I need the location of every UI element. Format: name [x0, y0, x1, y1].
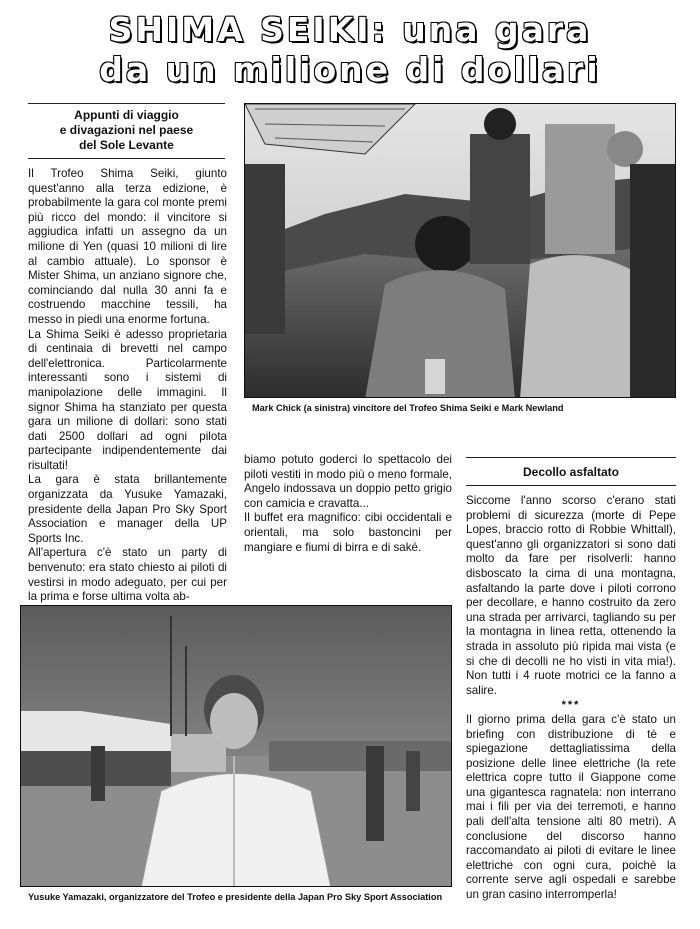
intro-paragraph: La gara è stata brillantemente organizzata da Yusuke Yamazaki, presidente della Japan Pro Sky Sport Association e manager della UP Sports Inc.	[28, 473, 227, 545]
photo-mark-chick	[244, 103, 676, 398]
intro-paragraph: Il Trofeo Shima Seiki, giunto quest'anno alla terza edizione, è probabilmente la gara col monte premi più ricco del mondo: il vincitore si aggiudica infatti un assegno da un milione di Yen (quasi 10 milioni di lire al cambio attuale). Lo sponsor è Mister Shima, un anziano signore che, cominciando dal nulla 30 anni fa e costruendo macchine tessili, ha messo in piedi una enorme fortuna.	[28, 167, 227, 326]
right-subhead: Decollo asfaltato	[522, 465, 620, 479]
middle-paragraph: biamo potuto goderci lo spettacolo dei piloti vestiti in modo più o meno formale, Angelo indossava un doppio petto grigio con camicia e cravatta...	[244, 453, 452, 510]
right-column	[466, 494, 676, 903]
intro-top-rule	[28, 103, 225, 104]
photo-mark-chick-caption: Mark Chick (a sinistra) vincitore del Trofeo Shima Seiki e Mark Newland	[252, 403, 564, 413]
right-top-rule	[466, 457, 676, 458]
photo-yusuke-yamazaki	[20, 605, 452, 887]
article-title-line-1: SHIMA SEIKI: una gara	[108, 10, 592, 49]
right-paragraph: Il giorno prima della gara c'è stato un briefing con distribuzione di tè e spiegazione dettagliatissima della posizione delle linee elettriche (la rete elettrica copre tutto il Giappone come una gigantesca ragnatela: non interrano mai i fili per via dei terremoti, e hanno pali dell'alta tensione alti 80 metri). A conclusione del discorso hanno raccomandato ai piloti di evitare le linee elettriche con ogni cura, poichè la corrente serve agli ospedali e sarebbe un gran casino interromperla!	[466, 712, 676, 902]
intro-paragraph: All'apertura c'è stato un party di benvenuto: era stato chiesto ai piloti di vestirsi in modo adeguato, per cui per la prima e forse ultima volta ab-	[28, 546, 227, 604]
intro-subhead-line-2: e divagazioni nel paese	[59, 123, 194, 137]
intro-subhead	[28, 108, 225, 153]
right-paragraph: Siccome l'anno scorso c'erano stati problemi di sicurezza (morte di Pepe Lopes, braccio rotto di Robbie Whittall), quest'anno gli organizzatori si sono dati molto da fare per risolverli: hanno disboscato la cima di una montagna, asfaltando la parte dove i piloti corrono per decollare, e hanno costruito da zero una strada per arrivarci, tagliando su per la montagna in linea retta, ottenendo la strada in assoluto più ripida mai vista (e si che di decolli ne ho visti in vita mia!). Non tutti i 4 ruote motrici ce la fanno a salire.	[466, 494, 676, 697]
right-bottom-rule	[466, 485, 676, 486]
photo-yusuke-yamazaki-image	[21, 606, 452, 887]
photo-mark-chick-image	[245, 104, 676, 398]
intro-paragraph: La Shima Seiki è adesso proprietaria di centinaia di brevetti nel campo dell'elettronica. Particolarmente interessanti sono i sistemi di manipolazione delle immagini. Il signor Shima ha stanziato per questa gara un milione di dollari: sono stati dati 2500 dollari ad ogni pilota partecipante indipendentemente dai risultati!	[28, 327, 227, 472]
intro-subhead-line-1: Appunti di viaggio	[74, 108, 179, 122]
middle-paragraph: Il buffet era magnifico: cibi occidentali e orientali, ma solo bastoncini per mangiare e fiumi di birra e di saké.	[244, 511, 452, 554]
intro-bottom-rule	[28, 158, 225, 159]
article-title-line-2: da un milione di dollari	[99, 50, 601, 89]
section-separator: ***	[561, 699, 581, 712]
intro-column	[28, 167, 227, 605]
intro-subhead-line-3: del Sole Levante	[79, 138, 174, 152]
photo-yusuke-yamazaki-caption: Yusuke Yamazaki, organizzatore del Trofeo e presidente della Japan Pro Sky Sport Association	[28, 892, 443, 902]
middle-column	[244, 453, 452, 555]
